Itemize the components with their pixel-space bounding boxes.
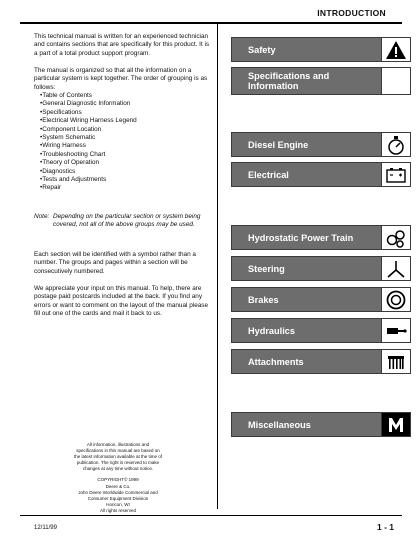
disclaimer-line: All information, illustrations and [86, 442, 150, 447]
gears-icon [381, 225, 411, 250]
list-item: • Tests and Adjustments [40, 176, 137, 184]
brake-disc-icon [381, 287, 411, 312]
tab-label: Hydrostatic Power Train [231, 225, 381, 250]
tab-hydrostatic-power-train[interactable] [231, 225, 411, 250]
tab-label: Attachments [231, 349, 381, 374]
list-item: • Electrical Wiring Harness Legend [40, 117, 137, 125]
intro-paragraph-4: We appreciate your input on this manual. To help, there are postage paid postcards included at the back. If you find any errors or want to comment on the layout of the manual please fill out one of the cards and mail it back to us. [34, 285, 209, 318]
tab-attachments[interactable] [231, 349, 411, 374]
blank-icon [381, 67, 411, 95]
grouping-list [40, 92, 137, 193]
tab-miscellaneous[interactable] [231, 412, 411, 437]
disclaimer-line: changes at any time without notice. [82, 466, 154, 472]
list-item: • Wiring Harness [40, 142, 137, 150]
page-number: 1 - 1 [376, 522, 394, 532]
list-item: • Component Location [40, 126, 137, 134]
company-line: Deere & Co. [105, 483, 131, 489]
company-line: John Deere Worldwide Commercial and [78, 489, 158, 495]
tab-hydraulics[interactable] [231, 318, 411, 343]
list-item: • Theory of Operation [40, 159, 137, 167]
list-item: • System Schematic [40, 134, 137, 142]
list-item: • Specifications [40, 109, 137, 117]
company-line: All rights reserved [99, 507, 136, 513]
tab-label: Diesel Engine [231, 132, 381, 157]
tab-label: Electrical [231, 162, 381, 187]
disclaimer-line: the latest information available at the time of [73, 454, 163, 460]
tab-safety[interactable] [231, 37, 411, 62]
list-item: • Diagnostics [40, 168, 137, 176]
hydraulic-cylinder-icon [381, 318, 411, 343]
note-label: Note: [34, 213, 50, 220]
steering-icon [381, 256, 411, 281]
list-item: • General Diagnostic Information [40, 100, 137, 108]
note-text: Depending on the particular section or system being covered, not all of the above groups may be used. [53, 213, 201, 229]
warning-triangle-icon [381, 37, 411, 62]
list-item: • Troubleshooting Chart [40, 151, 137, 159]
intro-paragraph-3: Each section will be identified with a symbol rather than a number. The groups and pages within a section will be consecutively numbered. [34, 251, 196, 275]
footer-rule [20, 515, 402, 516]
tab-label: Miscellaneous [231, 412, 381, 437]
tab-specifications[interactable] [231, 67, 411, 95]
tab-electrical[interactable] [231, 162, 411, 187]
disclaimer-line: specifications in this manual are based on [76, 448, 160, 454]
intro-paragraph-1: This technical manual is written for an experienced technician and contains sections that are specifically for this product. It is a part of a total product support program. [34, 33, 210, 57]
note-block [34, 213, 216, 230]
list-item: • Table of Contents [40, 92, 137, 100]
tab-diesel-engine[interactable] [231, 132, 411, 157]
tab-label: Safety [231, 37, 381, 62]
engine-gauge-icon [381, 132, 411, 157]
intro-paragraph-2: The manual is organized so that all the information on a particular system is kept together. The order of grouping is as follows: [34, 67, 208, 91]
tab-label: Hydraulics [231, 318, 381, 343]
list-item: • Repair [40, 184, 137, 192]
header-rule [20, 22, 402, 24]
letter-m-icon [381, 412, 411, 437]
copyright-line: COPYRIGHT© 1999 [97, 477, 139, 483]
tab-steering[interactable] [231, 256, 411, 281]
copyright-block [60, 442, 176, 514]
page-header-title: INTRODUCTION [317, 8, 386, 18]
tab-label: Specifications and Information [231, 67, 381, 95]
tab-brakes[interactable] [231, 287, 411, 312]
tab-label: Brakes [231, 287, 381, 312]
battery-icon [381, 162, 411, 187]
column-divider [217, 24, 218, 509]
attachment-rake-icon [381, 349, 411, 374]
disclaimer-line: publication. The right is reserved to make [76, 460, 160, 466]
tab-label: Steering [231, 256, 381, 281]
company-line: Consumer Equipment Division [87, 495, 149, 501]
footer-date: 12/11/99 [34, 525, 57, 531]
company-line: Horicon, WI [106, 501, 130, 507]
